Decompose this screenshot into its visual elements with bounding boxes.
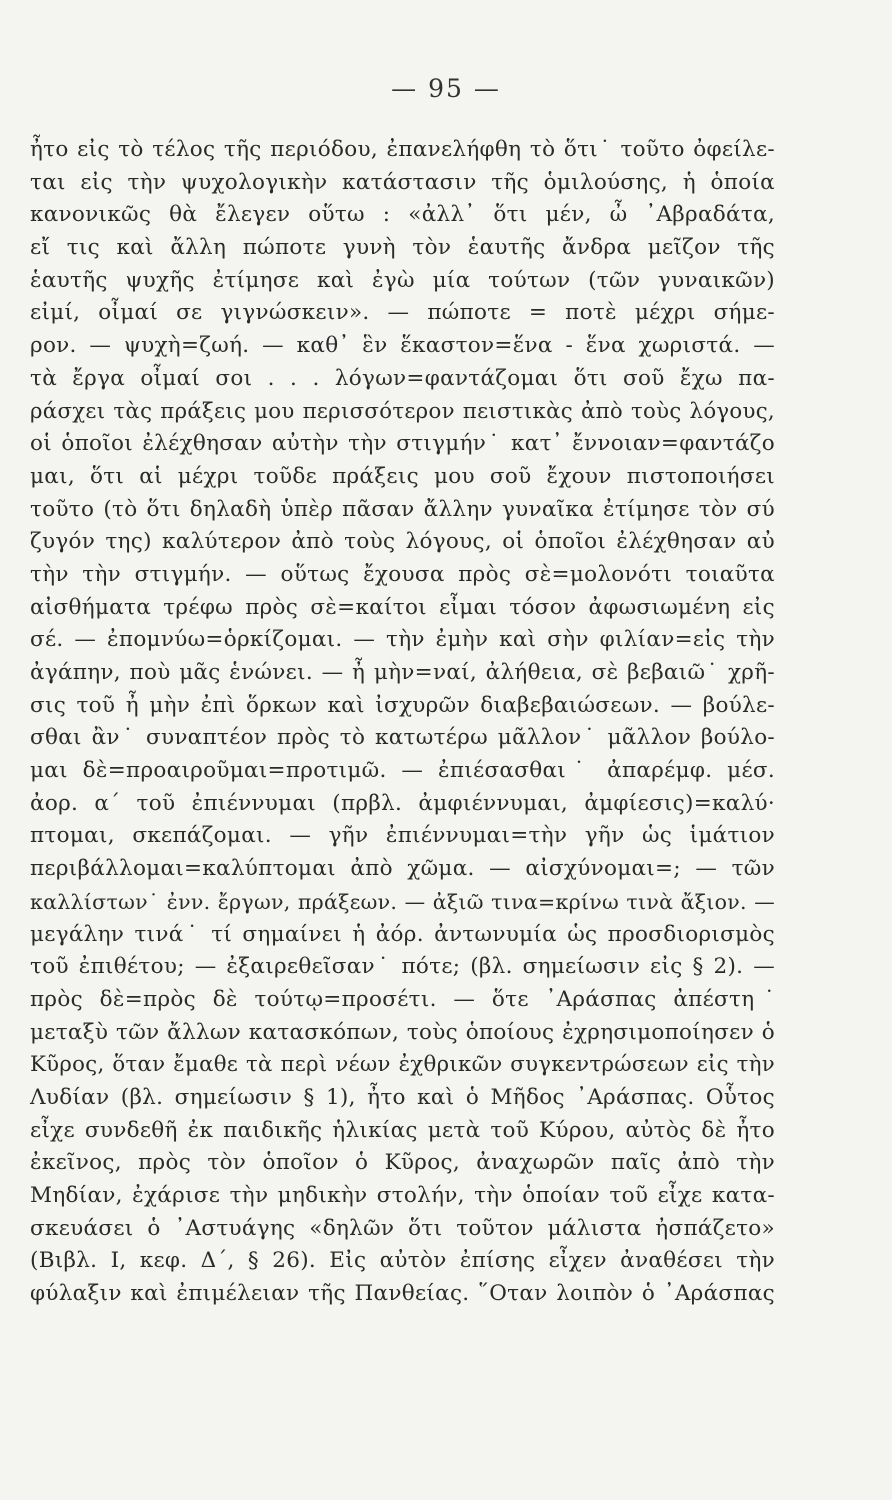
text-line: πρὸς δὲ=πρὸς δὲ τούτῳ=προσέτι. — ὅτε ᾽Αράσπας ἀπέστη˙ (30, 986, 775, 1012)
text-line: ἑαυτῆς ψυχῆς ἐτίμησε καὶ ἐγὼ μία τούτων (τῶν γυναικῶν) (30, 267, 775, 293)
text-line: Κῦρος, ὅταν ἔμαθε τὰ περὶ νέων ἐχθρικῶν συγκεντρώσεων εἰς τὴν (30, 1052, 775, 1078)
text-line: μαι, ὅτι αἱ μέχρι τοῦδε πράξεις μου σοῦ ἔχουν πιστοποιήσει (30, 463, 775, 489)
page-number: — 95 — (391, 74, 501, 103)
text-line: ἐκεῖνος, πρὸς τὸν ὁποῖον ὁ Κῦρος, ἀναχωρῶν παῖς ἀπὸ τὴν (30, 1150, 775, 1176)
text-line: αἰσθήματα τρέφω πρὸς σὲ=καίτοι εἶμαι τόσον ἀφωσιωμένη εἰς (30, 594, 775, 620)
text-line: ἀγάπην, ποὺ μᾶς ἑνώνει. — ἦ μὴν=ναί, ἀλήθεια, σὲ βεβαιῶ˙ χρῆ- (30, 660, 775, 685)
text-line: ἀορ. α΄ τοῦ ἐπιέννυμαι (πρβλ. ἀμφιέννυμαι, ἀμφίεσις)=καλύ· (30, 790, 775, 816)
text-line: Λυδίαν (βλ. σημείωσιν § 1), ἦτο καὶ ὁ Μῆδος ᾽Αράσπας. Οὗτος (30, 1084, 775, 1110)
text-line: φύλαξιν καὶ ἐπιμέλειαν τῆς Πανθείας. ῞Οταν λοιπὸν ὁ ᾽Αράσπας (30, 1281, 775, 1307)
text-line: μεγάλην τινά˙ τί σημαίνει ἡ ἀόρ. ἀντωνυμία ὡς προσδιορισμὸς (30, 921, 775, 947)
text-line: σκευάσει ὁ ᾽Αστυάγης «δηλῶν ὅτι τοῦτον μάλιστα ἠσπάζετο» (30, 1215, 775, 1241)
text-line: (Βιβλ. Ι, κεφ. Δ΄, § 26). Εἰς αὐτὸν ἐπίσης εἶχεν ἀναθέσει τὴν (30, 1248, 775, 1274)
text-line: οἱ ὁποῖοι ἐλέχθησαν αὐτὴν τὴν στιγμήν˙ κατ᾽ ἔννοιαν=φαντάζο (30, 431, 775, 457)
text-line: εἴ τις καὶ ἄλλη πώποτε γυνὴ τὸν ἑαυτῆς ἄνδρα μεῖζον τῆς (30, 235, 775, 261)
text-line: μαι δὲ=προαιροῦμαι=προτιμῶ. — ἐπιέσασθαι˙ ἀπαρέμφ. μέσ. (30, 758, 775, 784)
text-line: σθαι ἂν˙ συναπτέον πρὸς τὸ κατωτέρω μᾶλλον˙ μᾶλλον βούλο- (30, 725, 775, 751)
text-line: τοῦτο (τὸ ὅτι δηλαδὴ ὑπὲρ πᾶσαν ἄλλην γυναῖκα ἐτίμησε τὸν σύ (30, 496, 775, 522)
text-line: τὰ ἔργα οἶμαί σοι . . . λόγων=φαντάζομαι ὅτι σοῦ ἔχω πα- (30, 365, 775, 391)
text-line: σέ. — ἐπομνύω=ὁρκίζομαι. — τὴν ἐμὴν καὶ σὴν φιλίαν=εἰς τὴν (30, 627, 775, 653)
text-line: τοῦ ἐπιθέτου; — ἐξαιρεθεῖσαν˙ πότε; (βλ. σημείωσιν εἰς § 2). — (30, 954, 775, 980)
text-line: εἶχε συνδεθῆ ἐκ παιδικῆς ἡλικίας μετὰ τοῦ Κύρου, αὐτὸς δὲ ἦτο (30, 1117, 775, 1143)
body-text (30, 134, 775, 1311)
text-line: τὴν τὴν στιγμήν. — οὕτως ἔχουσα πρὸς σὲ=μολονότι τοιαῦτα (30, 561, 775, 587)
text-line: σις τοῦ ἦ μὴν ἐπὶ ὅρκων καὶ ἰσχυρῶν διαβεβαιώσεων. — βούλε- (30, 692, 775, 718)
text-line: ράσχει τὰς πράξεις μου περισσότερον πειστικὰς ἀπὸ τοὺς λόγους, (30, 398, 775, 424)
text-line: κανονικῶς θὰ ἔλεγεν οὕτω : «ἀλλ᾽ ὅτι μέν, ὦ ᾽Αβραδάτα, (30, 202, 775, 228)
text-line: ζυγόν της) καλύτερον ἀπὸ τοὺς λόγους, οἱ ὁποῖοι ἐλέχθησαν αὐ (30, 529, 775, 555)
text-line: ρον. — ψυχὴ=ζωή. — καθ᾽ ἓν ἕκαστον=ἕνα - ἕνα χωριστά. — (30, 333, 775, 359)
text-line: Μηδίαν, ἐχάρισε τὴν μηδικὴν στολήν, τὴν ὁποίαν τοῦ εἶχε κατα- (30, 1183, 775, 1208)
text-line: περιβάλλομαι=καλύπτομαι ἀπὸ χῶμα. — αἰσχύνομαι=; — τῶν (30, 856, 775, 882)
text-line: πτομαι, σκεπάζομαι. — γῆν ἐπιέννυμαι=τὴν γῆν ὡς ἱμάτιον (30, 823, 775, 849)
text-line: ται εἰς τὴν ψυχολογικὴν κατάστασιν τῆς ὁμιλούσης, ἡ ὁποία (30, 169, 775, 195)
text-line: εἰμί, οἶμαί σε γιγνώσκειν». — πώποτε = ποτὲ μέχρι σήμε- (30, 300, 775, 326)
text-line: καλλίστων˙ ἐνν. ἔργων, πράξεων. — ἀξιῶ τινα=κρίνω τινὰ ἄξιον. — (30, 889, 775, 914)
text-line: ἦτο εἰς τὸ τέλος τῆς περιόδου, ἐπανελήφθη τὸ ὅτι˙ τοῦτο ὀφείλε- (30, 137, 775, 162)
text-line: μεταξὺ τῶν ἄλλων κατασκόπων, τοὺς ὁποίους ἐχρησιμοποίησεν ὁ (30, 1019, 775, 1045)
